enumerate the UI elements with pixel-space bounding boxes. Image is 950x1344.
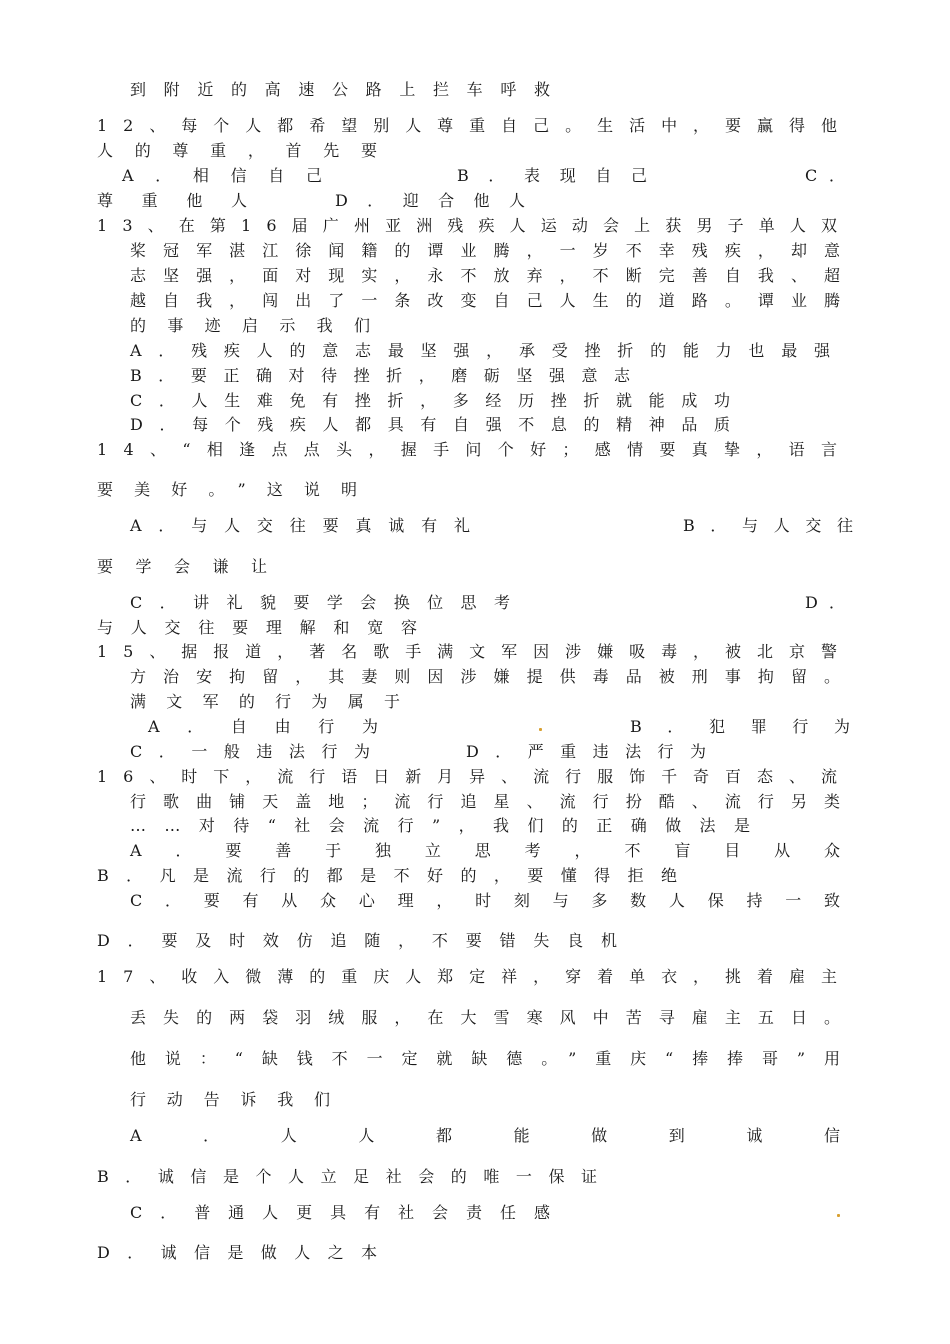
text-line: 人的尊重，首先要 [97, 141, 399, 160]
question-13-stem: 13、在第16届广州亚洲残疾人运动会上获男子单人双 [97, 216, 853, 235]
option-a: A．残疾人的意志最坚强，承受挫折的能力也最强 [130, 341, 847, 360]
text-line: 丢失的两袋羽绒服，在大雪寒风中苦寻雇主五日。 [130, 1008, 858, 1027]
text-line: 他说：“缺钱不一定就缺德。”重庆“捧捧哥”用 [130, 1049, 859, 1068]
option-b: B．与人交往 [683, 516, 869, 535]
option-c-text: 尊重他人 [97, 191, 276, 210]
text-line: 要学会谦让 [97, 557, 290, 576]
option-c: C．要有从众心理，时刻与多数人保持一致 [130, 891, 863, 910]
option-c: C．一般违法行为 [130, 742, 387, 761]
option-d: D．严重违法行为 [466, 742, 723, 761]
option-a: A．人人都能做到诚信 [130, 1126, 902, 1145]
option-d-label: D． [805, 593, 857, 612]
option-b: B．凡是流行的都是不好的，要懂得拒绝 [97, 866, 695, 885]
text-line: 满文军的行为属于 [130, 692, 421, 711]
option-b: B．表现自己 [457, 166, 667, 185]
option-c: C．人生难免有挫折，多经历挫折就能成功 [130, 391, 747, 410]
option-b: B．犯罪行为 [630, 717, 876, 736]
option-d: D．迎合他人 [335, 191, 545, 210]
text-line: 到附近的高速公路上拦车呼救 [130, 80, 568, 99]
option-a: A．要善于独立思考，不盲目从众 [130, 841, 874, 860]
option-d: D．每个残疾人都具有自强不息的精神品质 [130, 415, 747, 434]
text-line: 的事迹启示我们 [130, 316, 392, 335]
text-line: 行歌曲铺天盖地；流行追星、流行扮酷、流行另类 [130, 792, 858, 811]
speck-mark [539, 728, 542, 731]
option-d-text: 与人交往要理解和宽容 [97, 618, 435, 637]
question-16-stem: 16、时下，流行语日新月异、流行服饰千奇百态、流 [97, 767, 853, 786]
text-line: 行动告诉我们 [130, 1090, 351, 1109]
question-14-stem: 14、“相逢点点头，握手问个好；感情要真挚，语言 [97, 440, 854, 459]
text-line: 桨冠军湛江徐闻籍的谭业腾，一岁不幸残疾，却意 [130, 241, 858, 260]
option-a: A．与人交往要真诚有礼 [130, 516, 487, 535]
question-12-stem: 12、每个人都希望别人尊重自己。生活中，要赢得他 [97, 116, 853, 135]
speck-mark [837, 1214, 840, 1217]
text-line: 方治安拘留，其妻则因涉嫌提供毒品被刑事拘留。 [130, 667, 858, 686]
option-c: C．讲礼貌要学会换位思考 [130, 593, 528, 612]
text-line: ……对待“社会流行”，我们的正确做法是 [130, 816, 769, 835]
text-line: 越自我，闯出了一条改变自己人生的道路。谭业腾 [130, 291, 858, 310]
option-a: A．自由行为 [148, 717, 406, 736]
text-line: 要美好。”这说明 [97, 480, 379, 499]
option-c: C．普通人更具有社会责任感 [130, 1203, 568, 1222]
option-d: D．要及时效仿追随，不要错失良机 [97, 931, 635, 950]
option-b: B．诚信是个人立足社会的唯一保证 [97, 1167, 614, 1186]
question-15-stem: 15、据报道，著名歌手满文军因涉嫌吸毒，被北京警 [97, 642, 853, 661]
option-a: A．相信自己 [122, 166, 344, 185]
option-b: B．要正确对待挫折，磨砺坚强意志 [130, 366, 647, 385]
question-17-stem: 17、收入微薄的重庆人郑定祥，穿着单衣，挑着雇主 [97, 967, 853, 986]
option-c-label: C． [805, 166, 857, 185]
text-line: 志坚强，面对现实，永不放弃，不断完善自我、超 [130, 266, 858, 285]
option-d: D．诚信是做人之本 [97, 1243, 395, 1262]
